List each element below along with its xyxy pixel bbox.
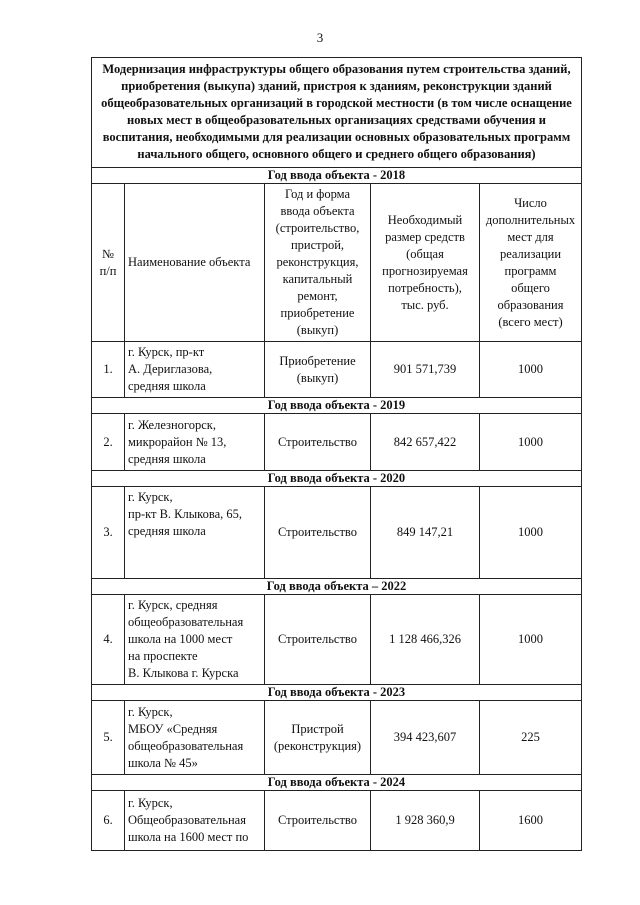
row-num: 5.: [92, 701, 125, 775]
row-num: 1.: [92, 342, 125, 398]
year-row-2022: [92, 579, 582, 595]
row-name: г. Железногорск, микрорайон № 13, средняя школа: [125, 414, 265, 471]
column-header-cost: Необходимый размер средств (общая прогнозируемая потребность), тыс. руб.: [371, 184, 480, 342]
year-heading: Год ввода объекта - 2023: [92, 685, 582, 701]
row-form: Строительство: [265, 791, 371, 851]
row-num: 4.: [92, 595, 125, 685]
row-cost: 394 423,607: [371, 701, 480, 775]
year-heading: Год ввода объекта - 2019: [92, 398, 582, 414]
row-cost: 842 657,422: [371, 414, 480, 471]
year-heading: Год ввода объекта - 2024: [92, 775, 582, 791]
table-row: [92, 701, 582, 775]
page-number: 3: [316, 30, 324, 45]
row-cost: 1 928 360,9: [371, 791, 480, 851]
row-form: Строительство: [265, 487, 371, 579]
row-form: Приобретение (выкуп): [265, 342, 371, 398]
year-heading: Год ввода объекта – 2022: [92, 579, 582, 595]
row-num: 6.: [92, 791, 125, 851]
table-row: [92, 342, 582, 398]
row-name: г. Курск, пр-кт В. Клыкова, 65, средняя школа: [125, 487, 265, 579]
row-form: Строительство: [265, 595, 371, 685]
table-row: [92, 414, 582, 471]
row-form: Пристрой (реконструкция): [265, 701, 371, 775]
row-places: 1000: [480, 342, 582, 398]
table-row: [92, 791, 582, 851]
year-row-2020: [92, 471, 582, 487]
row-num: 2.: [92, 414, 125, 471]
row-cost: 849 147,21: [371, 487, 480, 579]
year-row-2024: [92, 775, 582, 791]
title-row: [92, 58, 582, 168]
row-places: 1600: [480, 791, 582, 851]
row-places: 225: [480, 701, 582, 775]
column-header-row: [92, 184, 582, 342]
column-header-places: Число дополнительных мест для реализации программ общего образования (всего мест): [480, 184, 582, 342]
year-row-2018: [92, 168, 582, 184]
year-heading: Год ввода объекта - 2020: [92, 471, 582, 487]
table-title: Модернизация инфраструктуры общего образования путем строительства зданий, приобретения (выкупа) зданий, пристроя к зданиям, реконструкции зданий общеобразовательных организаций в городской местности (в том числе оснащение новых мест в общеобразовательных организациях средствами обучения и воспитания, необходимыми для реализации основных образовательных программ начального общего, основного общего и среднего общего образования): [92, 58, 582, 168]
column-header-num: № п/п: [92, 184, 125, 342]
objects-table: [91, 57, 582, 851]
table-row: [92, 595, 582, 685]
row-places: 1000: [480, 414, 582, 471]
year-row-2023: [92, 685, 582, 701]
row-form: Строительство: [265, 414, 371, 471]
row-places: 1000: [480, 595, 582, 685]
year-heading: Год ввода объекта - 2018: [92, 168, 582, 184]
year-row-2019: [92, 398, 582, 414]
table-row: [92, 487, 582, 579]
row-name: г. Курск, пр-кт А. Дериглазова, средняя школа: [125, 342, 265, 398]
column-header-name: Наименование объекта: [125, 184, 265, 342]
row-name: г. Курск, МБОУ «Средняя общеобразовательная школа № 45»: [125, 701, 265, 775]
row-cost: 1 128 466,326: [371, 595, 480, 685]
row-name: г. Курск, средняя общеобразовательная школа на 1000 мест на проспекте В. Клыкова г. Курска: [125, 595, 265, 685]
column-header-form: Год и форма ввода объекта (строительство, пристрой, реконструкция, капитальный ремонт, приобретение (выкуп): [265, 184, 371, 342]
row-cost: 901 571,739: [371, 342, 480, 398]
row-places: 1000: [480, 487, 582, 579]
row-num: 3.: [92, 487, 125, 579]
row-name: г. Курск, Общеобразовательная школа на 1600 мест по: [125, 791, 265, 851]
